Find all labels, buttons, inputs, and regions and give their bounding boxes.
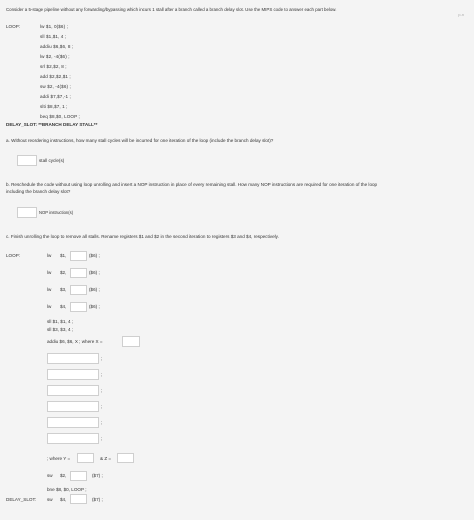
code-line: srl $2,$2, 8 ; xyxy=(40,64,67,69)
code-line: addi $7,$7,-1 ; xyxy=(40,94,71,99)
code-line: lw $1, 0($6) ; xyxy=(40,24,68,29)
sll-line-2: sll $3, $3, 4 ; xyxy=(47,327,74,332)
sw-op: sw xyxy=(47,473,53,478)
code-line: beq $8,$0, LOOP ; xyxy=(40,114,80,119)
lw-offset-input[interactable] xyxy=(70,251,87,261)
x-input[interactable] xyxy=(122,336,140,347)
lw-op: lw xyxy=(47,304,52,309)
lw-suffix: ($6) ; xyxy=(89,270,100,275)
part-b-question-line2: including the branch delay slot? xyxy=(6,189,71,194)
row-semicolon: ; xyxy=(101,356,103,361)
part-b-question-line1: b. Reschedule the code without using loop unrolling and insert a NOP instruction in place of every remaining stall. How many NOP instructions are required for one iteration of the loop xyxy=(6,182,378,187)
part-a-question: a. Without reordering instructions, how many stall cycles will be incurred for one iteration of the loop (include the branch delay slot)? xyxy=(6,138,274,143)
lw-offset-input[interactable] xyxy=(70,285,87,295)
instruction-input[interactable] xyxy=(47,417,99,428)
row-semicolon: ; xyxy=(101,388,103,393)
instruction-input[interactable] xyxy=(47,353,99,364)
part-c-delay-label: DELAY_SLOT: xyxy=(6,497,37,502)
code-line: addiu $6,$6, 8 ; xyxy=(40,44,74,49)
sw-suffix: ($7) ; xyxy=(92,473,103,478)
code-line: slti $8,$7, 1 ; xyxy=(40,104,68,109)
lw-op: lw xyxy=(47,270,52,275)
intro-text: Consider a 5-stage pipeline without any forwarding/bypassing which incurs 1 stall after a branch called a branch delay slot. Use the MIPS code to answer each part below. xyxy=(6,7,337,12)
lw-reg: $4, xyxy=(60,304,67,309)
addiu-line: addiu $6, $6, X ; where X = xyxy=(47,339,103,344)
code-line: add $2,$2,$1 ; xyxy=(40,74,71,79)
sw-suffix: ($7) ; xyxy=(92,497,103,502)
lw-op: lw xyxy=(47,287,52,292)
part-b-unit: NOP instruction(s) xyxy=(39,210,74,215)
lw-suffix: ($6) ; xyxy=(89,287,100,292)
delay-slot-line: DELAY_SLOT: **BRANCH DELAY STALL** xyxy=(6,122,98,127)
lw-offset-input[interactable] xyxy=(70,268,87,278)
row-semicolon: ; xyxy=(101,404,103,409)
lw-reg: $1, xyxy=(60,253,67,258)
lw-suffix: ($6) ; xyxy=(89,304,100,309)
instruction-input[interactable] xyxy=(47,433,99,444)
instruction-input[interactable] xyxy=(47,401,99,412)
sw-reg: $4, xyxy=(60,497,67,502)
part-a-unit: stall cycle(s) xyxy=(39,158,65,163)
row-semicolon: ; xyxy=(101,372,103,377)
instruction-input[interactable] xyxy=(47,369,99,380)
lw-suffix: ($6) ; xyxy=(89,253,100,258)
sw-op: sw xyxy=(47,497,53,502)
code-line: lw $2, -4($6) ; xyxy=(40,54,70,59)
sll-line-1: sll $1, $1, 4 ; xyxy=(47,319,74,324)
row-semicolon: ; xyxy=(101,420,103,425)
and-z-label: & Z = xyxy=(100,456,112,461)
lw-reg: $2, xyxy=(60,270,67,275)
corner-mark: p-n xyxy=(458,12,464,17)
part-a-input[interactable] xyxy=(17,155,37,166)
code-loop-label: LOOP: xyxy=(6,24,21,29)
part-c-question: c. Finish unrolling the loop to remove all stalls. Rename registers $1 and $2 in the second iteration to registers $3 and $4, respectively. xyxy=(6,234,279,239)
instruction-input[interactable] xyxy=(47,385,99,396)
row-semicolon: ; xyxy=(101,436,103,441)
y-input[interactable] xyxy=(77,453,94,463)
code-line: sll $1,$1, 4 ; xyxy=(40,34,67,39)
bne-line: bne $8, $0, LOOP ; xyxy=(47,487,87,492)
z-input[interactable] xyxy=(117,453,134,463)
lw-offset-input[interactable] xyxy=(70,302,87,312)
where-y-label: ; where Y = xyxy=(47,456,71,461)
part-c-loop-label: LOOP: xyxy=(6,253,21,258)
lw-op: lw xyxy=(47,253,52,258)
lw-reg: $3, xyxy=(60,287,67,292)
code-line: sw $2, -4($6) ; xyxy=(40,84,71,89)
sw-offset-input[interactable] xyxy=(70,471,87,481)
sw-offset-input[interactable] xyxy=(70,494,87,504)
sw-reg: $2, xyxy=(60,473,67,478)
part-b-input[interactable] xyxy=(17,207,37,218)
